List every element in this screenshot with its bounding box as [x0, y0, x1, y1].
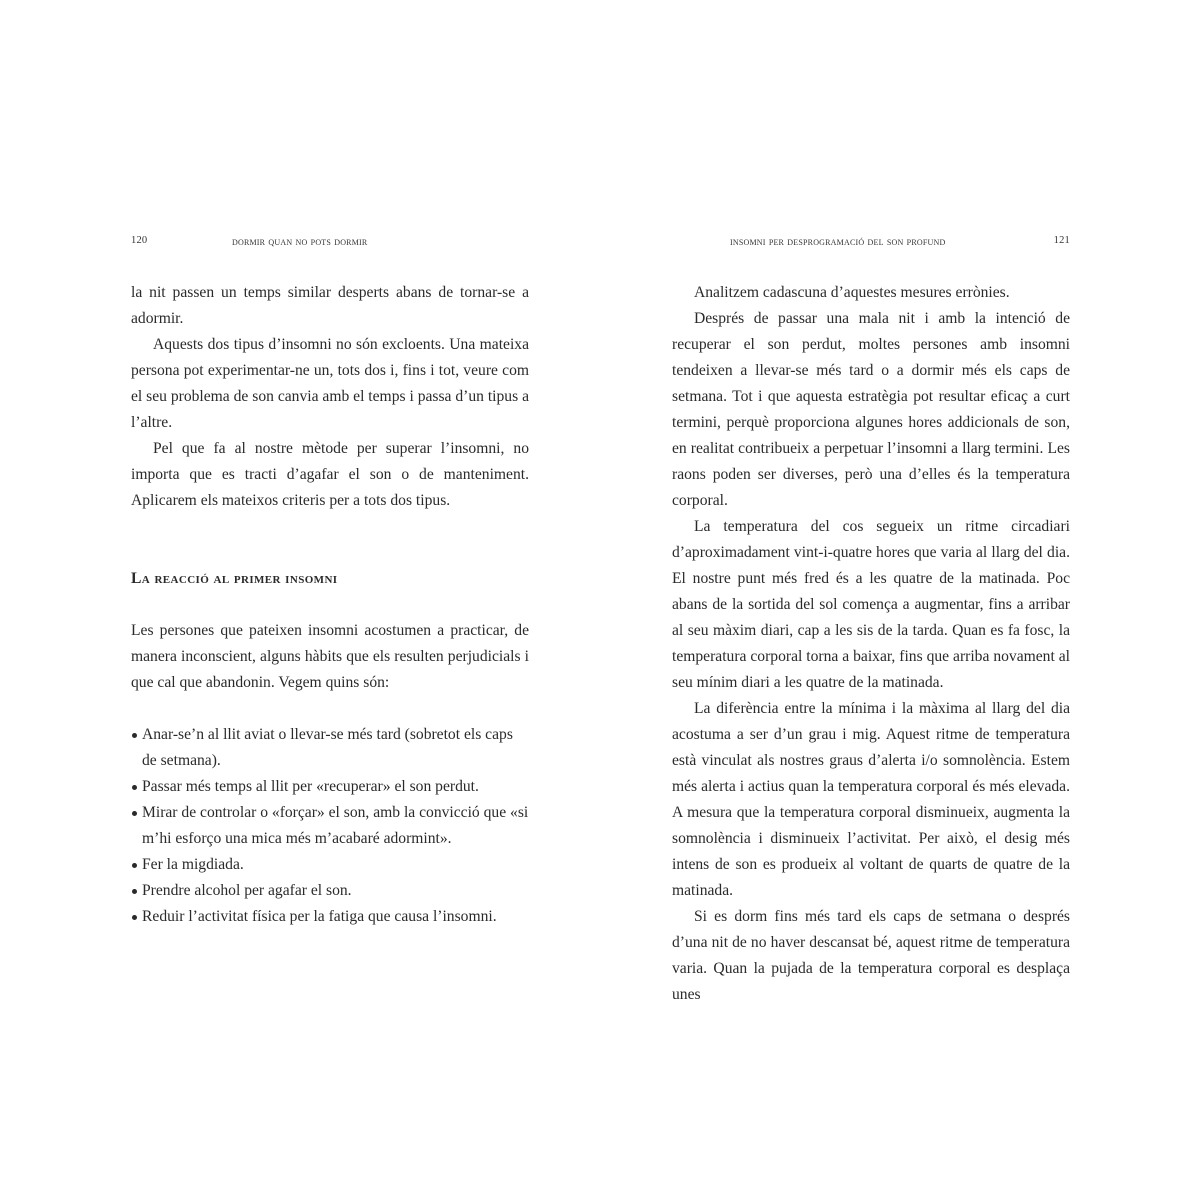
right-page	[672, 0, 1070, 1200]
list-item	[131, 722, 529, 774]
right-paragraph: La diferència entre la mínima i la màxima al llarg del dia acostuma a ser d’un grau i mig. Aquest ritme de temperatura està vinculat als nostres graus d’alerta i/o somnolència. Estem més alerta i actius quan la temperatura corporal és més elevada. A mesura que la temperatura corporal disminueix, augmenta la somnolència i disminueix l’activitat. Per això, el desig més intens de son es produeix al voltant de quarts de quatre de la matinada.	[672, 700, 1070, 899]
section-spacer	[131, 514, 529, 566]
right-running-head-title: insomni per desprogramació del son profund	[730, 234, 946, 248]
left-running-head	[131, 234, 529, 248]
section-heading: La reacció al primer insomni	[131, 570, 338, 587]
habits-list	[131, 722, 529, 930]
list-item	[131, 904, 529, 930]
list-item-text: Reduir l’activitat física per la fatiga que causa l’insomni.	[142, 908, 497, 925]
list-item	[131, 852, 529, 878]
right-page-number: 121	[1053, 235, 1070, 246]
right-paragraph: Analitzem cadascuna d’aquestes mesures errònies.	[694, 284, 1010, 301]
list-item-text: Anar-se’n al llit aviat o llevar-se més tard (sobretot els caps de setmana).	[142, 726, 513, 769]
left-running-head-title: dormir quan no pots dormir	[232, 234, 368, 248]
right-page-body	[672, 280, 1070, 1008]
list-item-text: Prendre alcohol per agafar el son.	[142, 882, 352, 899]
list-item	[131, 878, 529, 904]
right-paragraph: Després de passar una mala nit i amb la intenció de recuperar el son perdut, moltes persones amb insomni tendeixen a llevar-se més tard o a dormir més els caps de setmana. Tot i que aquesta estratègia pot resultar eficaç a curt termini, perquè proporciona algunes hores addicionals de son, en realitat contribueix a perpetuar l’insomni a llarg termini. Les raons poden ser diverses, però una d’elles és la temperatura corporal.	[672, 310, 1070, 509]
list-item-text: Passar més temps al llit per «recuperar» el son perdut.	[142, 778, 479, 795]
section-intro: Les persones que pateixen insomni acostumen a practicar, de manera inconscient, alguns hàbits que els resulten perjudicials i que cal que abandonin. Vegem quins són:	[131, 622, 529, 691]
left-page-number: 120	[131, 235, 148, 246]
left-page	[131, 0, 529, 1200]
list-item	[131, 800, 529, 852]
section-spacer	[131, 592, 529, 618]
list-item-text: Mirar de controlar o «forçar» el son, amb la convicció que «si m’hi esforço una mica més m’acabaré adormint».	[142, 804, 529, 847]
left-paragraph: la nit passen un temps similar desperts abans de tornar-se a adormir.	[131, 284, 529, 327]
right-paragraph: La temperatura del cos segueix un ritme circadiari d’aproximadament vint-i-quatre hores que varia al llarg del dia. El nostre punt més fred és a les quatre de la matinada. Poc abans de la sortida del sol comença a augmentar, fins a arribar al seu màxim diari, cap a les sis de la tarda. Quan es fa fosc, la temperatura corporal torna a baixar, fins que arriba novament al seu mínim diari a les quatre de la matinada.	[672, 518, 1070, 691]
right-running-head	[672, 234, 1070, 248]
list-spacer	[131, 696, 529, 722]
left-page-body	[131, 280, 529, 930]
list-item	[131, 774, 529, 800]
left-paragraph: Aquests dos tipus d’insomni no són excloents. Una mateixa persona pot experimentar-ne un, tots dos i, fins i tot, veure com el seu problema de son canvia amb el temps i passa d’un tipus a l’altre.	[131, 336, 529, 431]
right-paragraph: Si es dorm fins més tard els caps de setmana o després d’una nit de no haver descansat bé, aquest ritme de temperatura varia. Quan la pujada de la temperatura corporal es desplaça unes	[672, 908, 1070, 1003]
list-item-text: Fer la migdiada.	[142, 856, 244, 873]
left-paragraph: Pel que fa al nostre mètode per superar l’insomni, no importa que es tracti d’agafar el son o de manteniment. Aplicarem els mateixos criteris per a tots dos tipus.	[131, 440, 529, 509]
